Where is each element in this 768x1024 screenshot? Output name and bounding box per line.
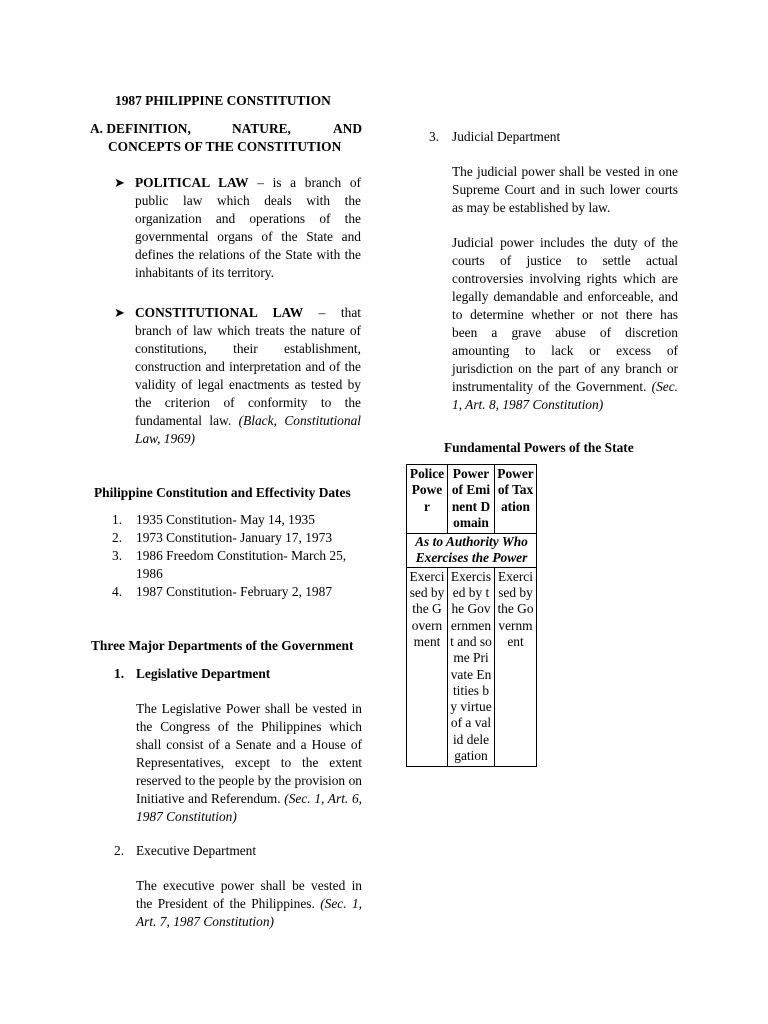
legislative-body: The Legislative Power shall be vested in the Congress of the Philippines which shall consist of a Senate and a House of Representatives, except to the extent reserved to the people by the provision on Initiative and Referendum. xyxy=(136,701,362,806)
section-a-label: A. DEFINITION, xyxy=(90,121,191,136)
bullet-citation: (Black, Constitutional Law, 1969) xyxy=(135,413,361,446)
arrow-bullet-icon: ➤ xyxy=(114,175,125,190)
judicial-text-2 xyxy=(452,234,678,414)
list-text: 1986 Freedom Constitution- March 25, 1986 xyxy=(136,548,347,581)
arrow-bullet-icon: ➤ xyxy=(114,305,125,320)
executive-body: The executive power shall be vested in the President of the Philippines. xyxy=(136,878,362,911)
cell-taxation: Exercised by the Government xyxy=(495,567,537,767)
cell-eminent-domain: Exercised by the Government and some Private Entities by virtue of a valid delegation xyxy=(448,567,495,767)
cell-police-power: Exercised by the Government xyxy=(407,567,448,767)
bullet-text xyxy=(135,304,361,448)
list-item xyxy=(112,529,362,547)
executive-citation: (Sec. 1, Art. 7, 1987 Constitution) xyxy=(136,896,363,929)
effectivity-list xyxy=(112,511,362,601)
judicial-citation: (Sec. 1, Art. 8, 1987 Constitution) xyxy=(452,379,678,412)
bullet-body: – that branch of law which treats the nature of constitutions, their establishment, construction and interpretation and of the validity of legal enactments as tested by the criterion of conformity to the fundamental law. xyxy=(135,305,361,428)
section-a-word-nature: NATURE, xyxy=(232,121,291,136)
list-number: 3. xyxy=(112,548,123,563)
list-number: 1. xyxy=(112,512,123,527)
legislative-text xyxy=(136,700,362,826)
bullet-term: CONSTITUTIONAL LAW xyxy=(135,305,304,320)
table-header-row xyxy=(407,465,537,534)
bullet-text xyxy=(135,174,361,282)
list-item xyxy=(112,547,362,583)
judicial-body: Judicial power includes the duty of the courts of justice to settle actual controversies involving rights which are legally demandable and enforceable, and to determine whether or not there has been a grave abuse of discretion amounting to lack or excess of jurisdiction on the part of any branch or instrumentality of the Government. xyxy=(452,235,678,394)
legislative-citation: (Sec. 1, Art. 6, 1987 Constitution) xyxy=(136,791,362,824)
table-row xyxy=(407,567,537,767)
table-section-row xyxy=(407,534,537,568)
effectivity-heading: Philippine Constitution and Effectivity Dates xyxy=(94,485,351,500)
powers-table xyxy=(406,464,537,767)
header-eminent-domain: Power of Eminent Domain xyxy=(448,465,495,534)
executive-text xyxy=(136,877,362,931)
legislative-label: Legislative Department xyxy=(136,666,271,681)
list-number: 4. xyxy=(112,584,123,599)
list-text: 1973 Constitution- January 17, 1973 xyxy=(136,530,333,545)
list-text: 1987 Constitution- February 2, 1987 xyxy=(136,584,333,599)
header-police-power: Police Power xyxy=(407,465,448,534)
section-a-word-and: AND xyxy=(332,121,362,136)
executive-label: Executive Department xyxy=(136,843,257,858)
executive-number: 2. xyxy=(114,843,125,858)
bullet-body: – is a branch of public law which deals with the organization and operations of the governmental organs of the State and defines the relations of the State with the inhabitants of its territory. xyxy=(135,175,361,280)
header-taxation: Power of Taxation xyxy=(495,465,537,534)
list-item xyxy=(112,583,362,601)
list-number: 2. xyxy=(112,530,123,545)
departments-heading: Three Major Departments of the Government xyxy=(91,638,354,653)
legislative-number: 1. xyxy=(114,666,125,681)
judicial-text-1: The judicial power shall be vested in one Supreme Court and in such lower courts as may be established by law. xyxy=(452,164,678,215)
page-title: 1987 PHILIPPINE CONSTITUTION xyxy=(115,93,331,108)
list-text: 1935 Constitution- May 14, 1935 xyxy=(136,512,315,527)
section-authority: As to Authority Who Exercises the Power xyxy=(407,534,537,568)
judicial-label: Judicial Department xyxy=(452,129,561,144)
section-a-line2: CONCEPTS OF THE CONSTITUTION xyxy=(108,139,342,154)
section-a-heading xyxy=(90,120,362,156)
bullet-term: POLITICAL LAW xyxy=(135,175,249,190)
powers-heading: Fundamental Powers of the State xyxy=(444,440,634,455)
judicial-number: 3. xyxy=(429,129,440,144)
list-item xyxy=(112,511,362,529)
